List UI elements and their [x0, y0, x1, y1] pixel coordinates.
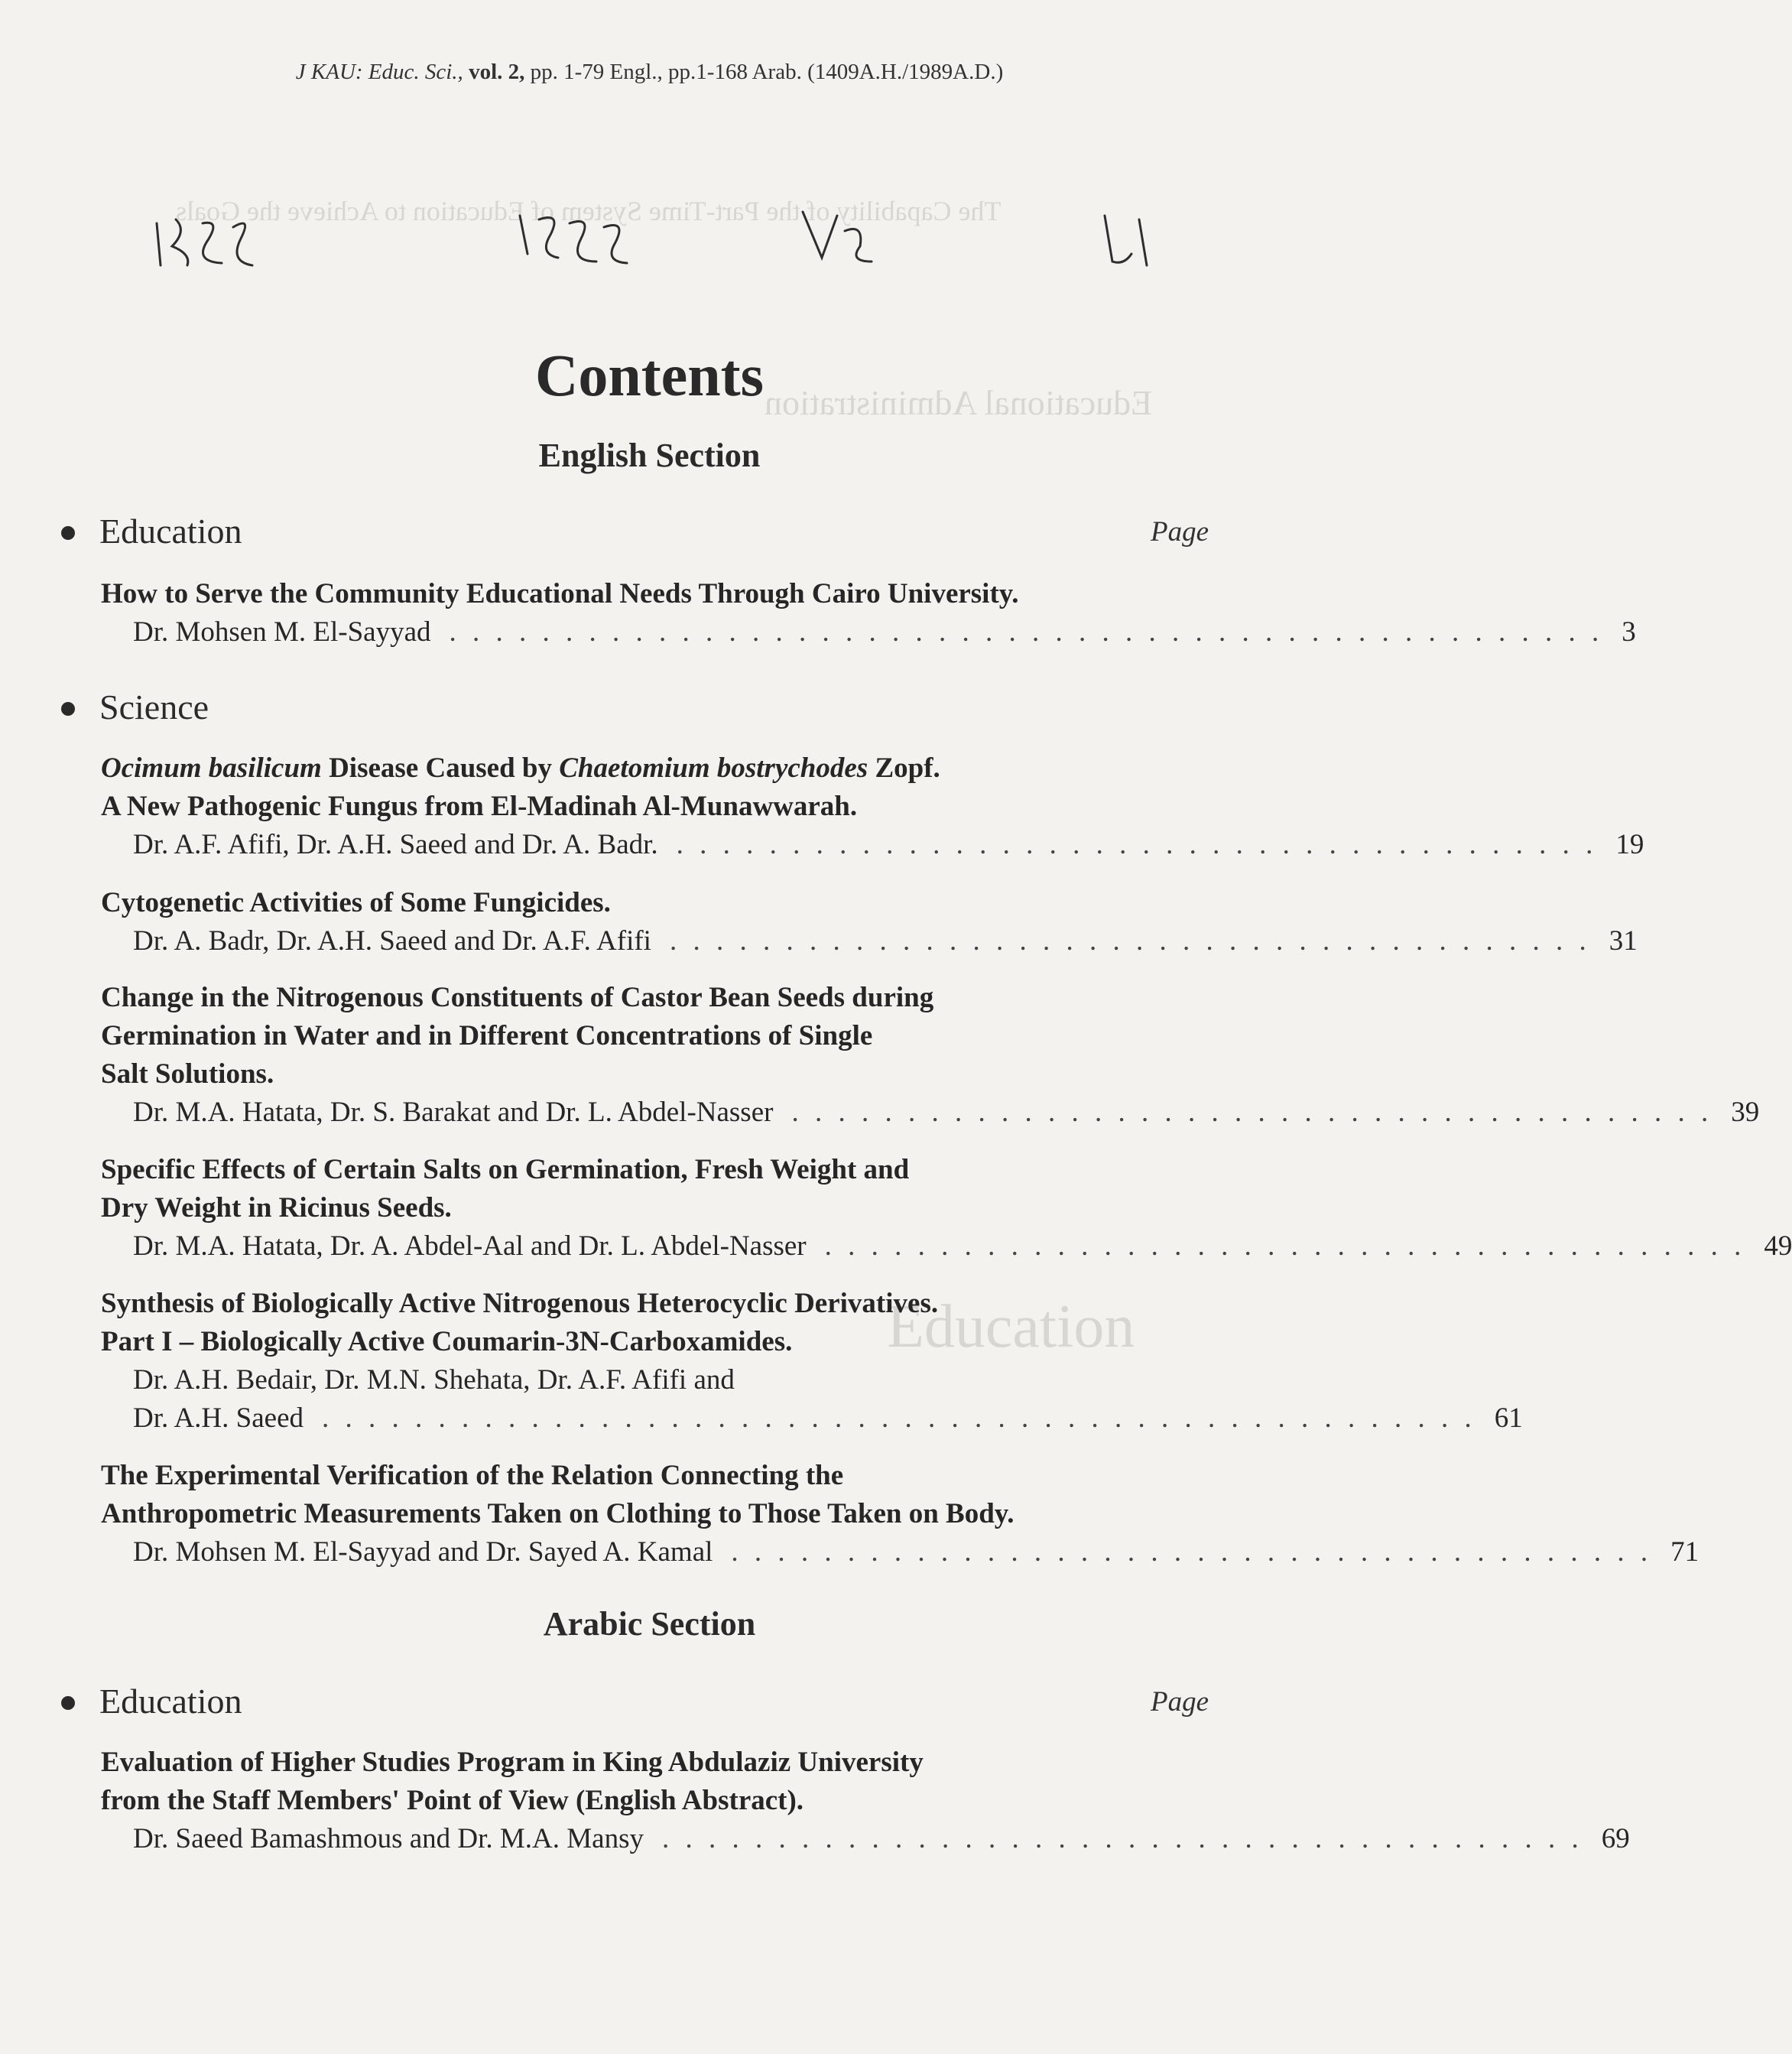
entry-title-line: Change in the Nitrogenous Constituents of Castor Bean Seeds during — [101, 982, 934, 1013]
entry-authors: Dr. Saeed Bamashmous and Dr. M.A. Mansy — [133, 1823, 644, 1854]
section-title-english: English Section — [538, 437, 761, 474]
entry-title-line: The Experimental Verification of the Relation Connecting the — [101, 1460, 844, 1491]
dot-leader: . . . . . . . . . . . . . . . . . . . . . . . . . . . . . . . . . . . . . . . . — [824, 1230, 1746, 1262]
toc-entry — [101, 1151, 1792, 1266]
entry-title-line: Specific Effects of Certain Salts on Germination, Fresh Weight and — [101, 1154, 910, 1185]
show-through-text: Education — [887, 1293, 1135, 1360]
entry-title-line: from the Staff Members' Point of View (English Abstract). — [101, 1785, 804, 1816]
entry-title-line: Salt Solutions. — [101, 1058, 274, 1090]
entry-page: 49 — [1764, 1230, 1792, 1262]
entry-page: 39 — [1731, 1097, 1760, 1128]
entry-authors: Dr. Mohsen M. El-Sayyad and Dr. Sayed A. Kamal — [133, 1536, 713, 1568]
toc-entry — [101, 575, 1636, 652]
dot-leader: . . . . . . . . . . . . . . . . . . . . . . . . . . . . . . . . . . . . . . . . . . . . . . . . . . — [449, 616, 1604, 648]
bullet-icon — [61, 1696, 75, 1710]
toc-entry — [101, 1744, 1630, 1858]
entry-title-line: Dry Weight in Ricinus Seeds. — [101, 1192, 452, 1224]
toc-entry — [101, 749, 1644, 864]
entry-page: 19 — [1615, 829, 1644, 860]
page-column-label: Page — [1150, 516, 1209, 548]
entry-title-line: Germination in Water and in Different Concentrations of Single — [101, 1020, 873, 1051]
entry-page: 61 — [1494, 1402, 1523, 1434]
toc-entry — [101, 979, 1760, 1132]
entry-authors: Dr. A.H. Bedair, Dr. M.N. Shehata, Dr. A.F. Afifi and — [133, 1364, 735, 1396]
dot-leader: . . . . . . . . . . . . . . . . . . . . . . . . . . . . . . . . . . . . . . . . — [669, 925, 1591, 957]
entry-page: 71 — [1670, 1536, 1699, 1568]
entry-authors: Dr. A. Badr, Dr. A.H. Saeed and Dr. A.F. Afifi — [133, 925, 651, 957]
show-through-text: Educational Administration — [765, 383, 1153, 422]
entry-authors: Dr. A.H. Saeed — [133, 1402, 304, 1434]
journal-header: J KAU: Educ. Sci., vol. 2, pp. 1-79 Engl., pp.1-168 Arab. (1409A.H./1989A.D.) — [295, 60, 1004, 84]
entry-title-line: A New Pathogenic Fungus from El-Madinah Al-Munawwarah. — [101, 791, 858, 822]
dot-leader: . . . . . . . . . . . . . . . . . . . . . . . . . . . . . . . . . . . . . . . . — [676, 829, 1598, 860]
toc-entry — [101, 1285, 1523, 1438]
bullet-icon — [61, 702, 75, 716]
entry-authors: Dr. Mohsen M. El-Sayyad — [133, 616, 431, 648]
category-science: Science — [61, 687, 1209, 733]
entry-authors: Dr. M.A. Hatata, Dr. A. Abdel-Aal and Dr. L. Abdel-Nasser — [133, 1230, 807, 1262]
entry-page: 31 — [1609, 925, 1638, 957]
category-education: Education Page — [61, 511, 1209, 557]
entry-title: How to Serve the Community Educational Needs Through Cairo University. — [101, 578, 1019, 609]
entry-authors: Dr. M.A. Hatata, Dr. S. Barakat and Dr. L. Abdel-Nasser — [133, 1097, 774, 1128]
entry-title-line: Synthesis of Biologically Active Nitrogenous Heterocyclic Derivatives. — [101, 1288, 939, 1319]
dot-leader: . . . . . . . . . . . . . . . . . . . . . . . . . . . . . . . . . . . . . . . . . . . . . . . . . . — [322, 1402, 1476, 1434]
dot-leader: . . . . . . . . . . . . . . . . . . . . . . . . . . . . . . . . . . . . . . . . — [662, 1823, 1583, 1854]
entry-authors: Dr. A.F. Afifi, Dr. A.H. Saeed and Dr. A. Badr. — [133, 829, 658, 860]
show-through-text: The Capability of the Part-Time System of Education to Achieve the Goals — [176, 196, 1002, 226]
entry-title: Ocimum basilicum Disease Caused by Chaetomium bostrychodes Zopf. — [101, 752, 940, 784]
page-title: Contents — [534, 342, 764, 408]
entry-page: 69 — [1601, 1823, 1630, 1854]
toc-entry — [101, 1457, 1699, 1571]
dot-leader: . . . . . . . . . . . . . . . . . . . . . . . . . . . . . . . . . . . . . . . . — [791, 1097, 1713, 1128]
category-education: Education Page — [61, 1681, 1209, 1727]
page-column-label: Page — [1150, 1686, 1209, 1718]
entry-title-line: Evaluation of Higher Studies Program in King Abdulaziz University — [101, 1747, 924, 1778]
toc-entry — [101, 884, 1638, 960]
dot-leader: . . . . . . . . . . . . . . . . . . . . . . . . . . . . . . . . . . . . . . . . — [731, 1536, 1653, 1568]
section-title-arabic: Arabic Section — [543, 1605, 756, 1643]
handwritten-annotation — [0, 200, 1299, 284]
entry-title-line: Anthropometric Measurements Taken on Clothing to Those Taken on Body. — [101, 1498, 1014, 1529]
entry-title: Cytogenetic Activities of Some Fungicides. — [101, 887, 611, 918]
bullet-icon — [61, 526, 75, 540]
entry-title-line: Part I – Biologically Active Coumarin-3N-Carboxamides. — [101, 1326, 793, 1357]
entry-page: 3 — [1622, 616, 1636, 648]
